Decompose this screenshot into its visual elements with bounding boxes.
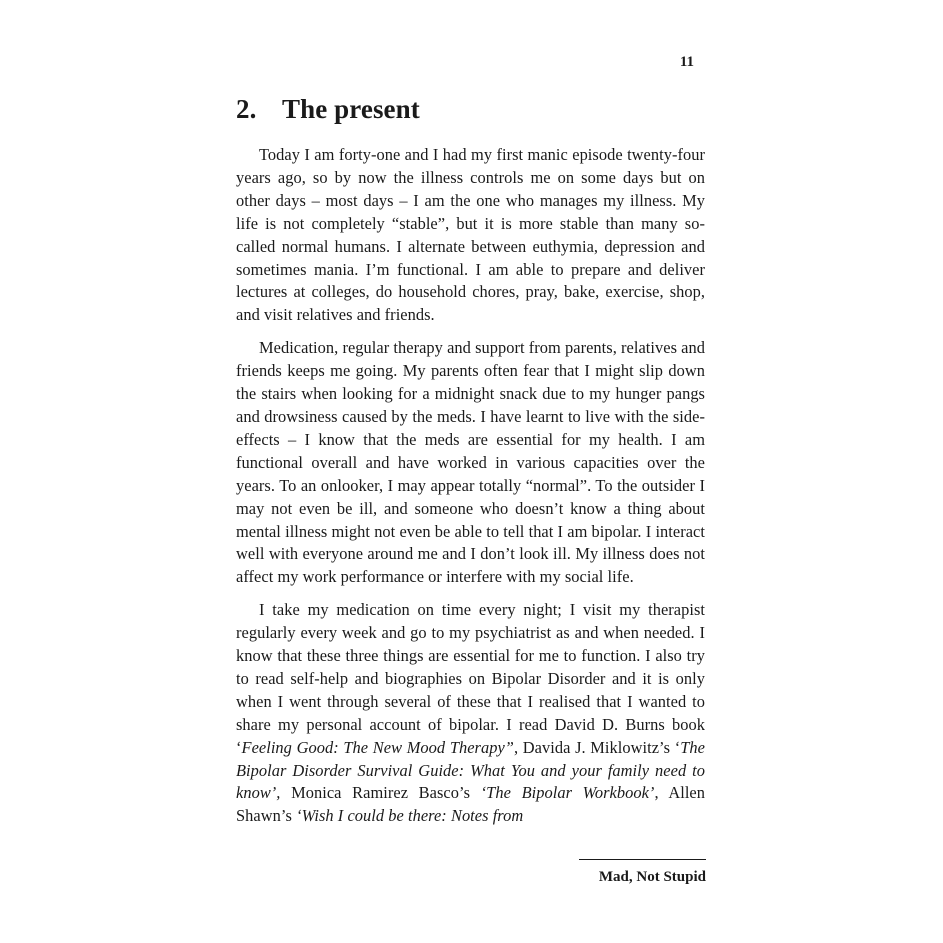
- book-title-wish-i-could-be-there: ‘Wish I could be there: Notes from: [296, 806, 524, 826]
- body-text: [236, 144, 705, 838]
- paragraph-3: [236, 599, 705, 828]
- running-footer-title: Mad, Not Stupid: [598, 869, 706, 885]
- book-title-bipolar-workbook: ‘The Bipolar Workbook’: [480, 783, 655, 803]
- chapter-title: The present: [282, 94, 420, 124]
- paragraph-2: Medication, regular therapy and support from parents, relatives and friends keeps me going. My parents often fear that I might slip down the stairs when looking for a midnight snack due to my hunger pangs and drowsiness caused by the meds. I have learnt to live with the side-effects – I know that the meds are essential for my health. I am functional overall and have worked in various capacities over the years. To an onlooker, I may appear totally “normal”. To the outsider I may not even be ill, and someone who doesn’t know a thing about mental illness might not even be able to tell that I am bipolar. I interact well with everyone around me and I don’t look ill. My illness does not affect my work performance or interfere with my social life.: [236, 338, 705, 587]
- page-number: 11: [679, 54, 694, 70]
- paragraph-3-text-1: I take my medication on time every night; I visit my therapist regularly every week and go to my psychiatrist as and when needed. I know that these three things are essential for me to function. I also try to read self-help and biographies on Bipolar Disorder and it is only when I went through several of these that I realised that I wanted to share my personal account of bipolar. I read David D. Burns book ‘: [236, 600, 705, 757]
- paragraph-3-text-3: Monica Ramirez Basco’s: [280, 783, 481, 803]
- footer-rule: [579, 859, 706, 860]
- book-title-feeling-good: Feeling Good: The New Mood Therapy”: [241, 737, 514, 757]
- chapter-heading: [236, 92, 420, 126]
- paragraph-3-text-4: , Allen Shawn’s: [236, 783, 705, 826]
- chapter-number: 2.: [236, 94, 257, 124]
- paragraph-1: Today I am forty-one and I had my first manic episode twenty-four years ago, so by now the illness controls me on some days but on other days – most days – I am the one who manages my illness. My life is not completely “stable”, but it is more stable than many so-called normal humans. I alternate between euthymia, depression and sometimes mania. I’m functional. I am able to prepare and deliver lectures at colleges, do household chores, pray, bake, exercise, shop, and visit relatives and friends.: [236, 145, 705, 325]
- paragraph-3-text-2: , Davida J. Miklowitz’s ‘: [513, 737, 681, 757]
- book-title-bipolar-survival-guide: The Bipolar Disorder Survival Guide: What You and your family need to know’,: [236, 737, 705, 803]
